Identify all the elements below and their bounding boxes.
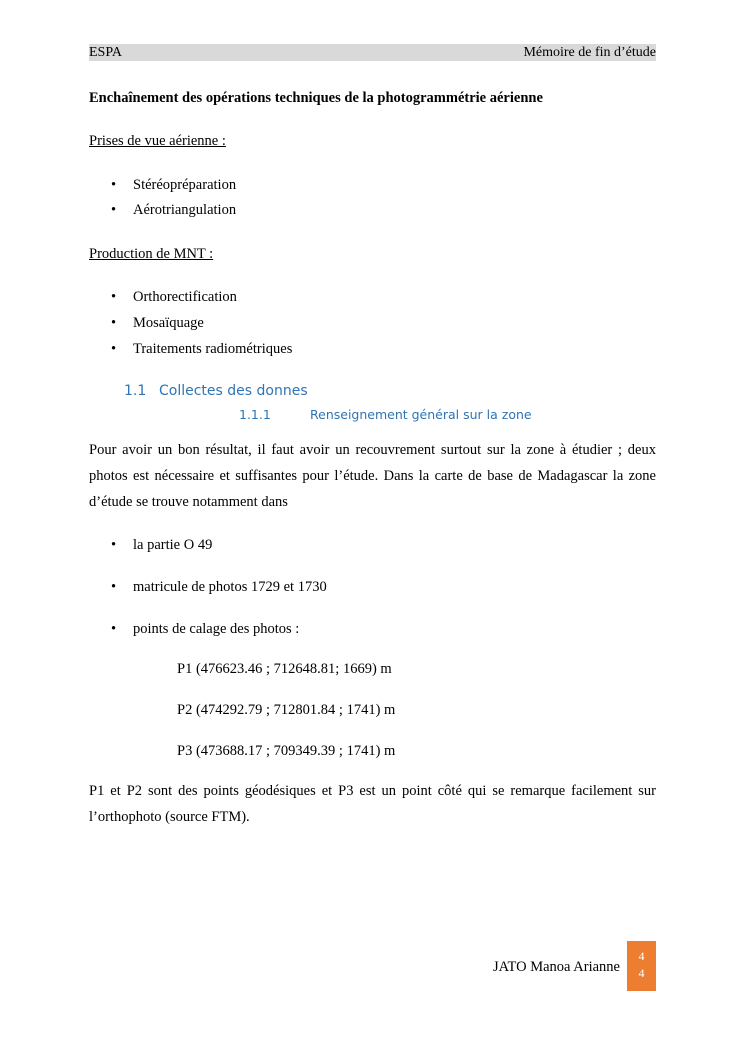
list-item-text: Orthorectification [133,289,237,305]
bullet-icon: • [111,315,117,331]
bullet-icon: • [111,202,117,218]
bullet-icon: • [111,621,117,637]
bullet-icon: • [111,341,117,357]
heading-3-title: Renseignement général sur la zone [310,407,532,422]
page-number-digit: 4 [638,966,645,980]
bullet-icon: • [111,289,117,305]
point-p3: P3 (473688.17 ; 709349.39 ; 1741) m [177,743,396,759]
list-item-text: Stéréopréparation [133,177,237,193]
page-number-box [627,941,656,991]
mnt-heading: Production de MNT : [89,246,214,262]
bullet-icon: • [111,537,117,553]
paragraph-2: P1 et P2 sont des points géodésiques et P3 est un point côté qui se remarque facilement sur l’orthophoto (source FTM). [89,783,656,825]
heading-2-title: Collectes des donnes [159,383,308,399]
point-p2: P2 (474292.79 ; 712801.84 ; 1741) m [177,702,396,718]
paragraph-1: Pour avoir un bon résultat, il faut avoir un recouvrement surtout sur la zone à étudier ; deux photos est nécessaire et suffisantes pour l’étude. Dans la carte de base de Madagascar la zone d’étude se trouve notamment dans [89,442,656,510]
list-item-text: Mosaïquage [133,315,204,331]
list-item-text: points de calage des photos : [133,621,300,637]
aerial-heading: Prises de vue aérienne : [89,133,226,149]
heading-2-number: 1.1 [124,383,147,399]
point-p1: P1 (476623.46 ; 712648.81; 1669) m [177,661,392,677]
header-left: ESPA [89,45,122,60]
list-item-text: Aérotriangulation [133,202,237,218]
heading-3 [239,407,532,422]
bullet-icon: • [111,177,117,193]
list-item-text: la partie O 49 [133,537,213,553]
list-item-text: matricule de photos 1729 et 1730 [133,579,327,595]
section-title: Enchaînement des opérations techniques de la photogrammétrie aérienne [89,90,543,106]
page-number-digit: 4 [638,949,645,963]
page-header [89,44,656,61]
header-right: Mémoire de fin d’étude [523,45,656,60]
heading-3-number: 1.1.1 [239,407,271,422]
heading-2 [124,383,308,399]
list-item-text: Traitements radiométriques [133,341,293,357]
bullet-icon: • [111,579,117,595]
footer-author: JATO Manoa Arianne [493,959,620,975]
